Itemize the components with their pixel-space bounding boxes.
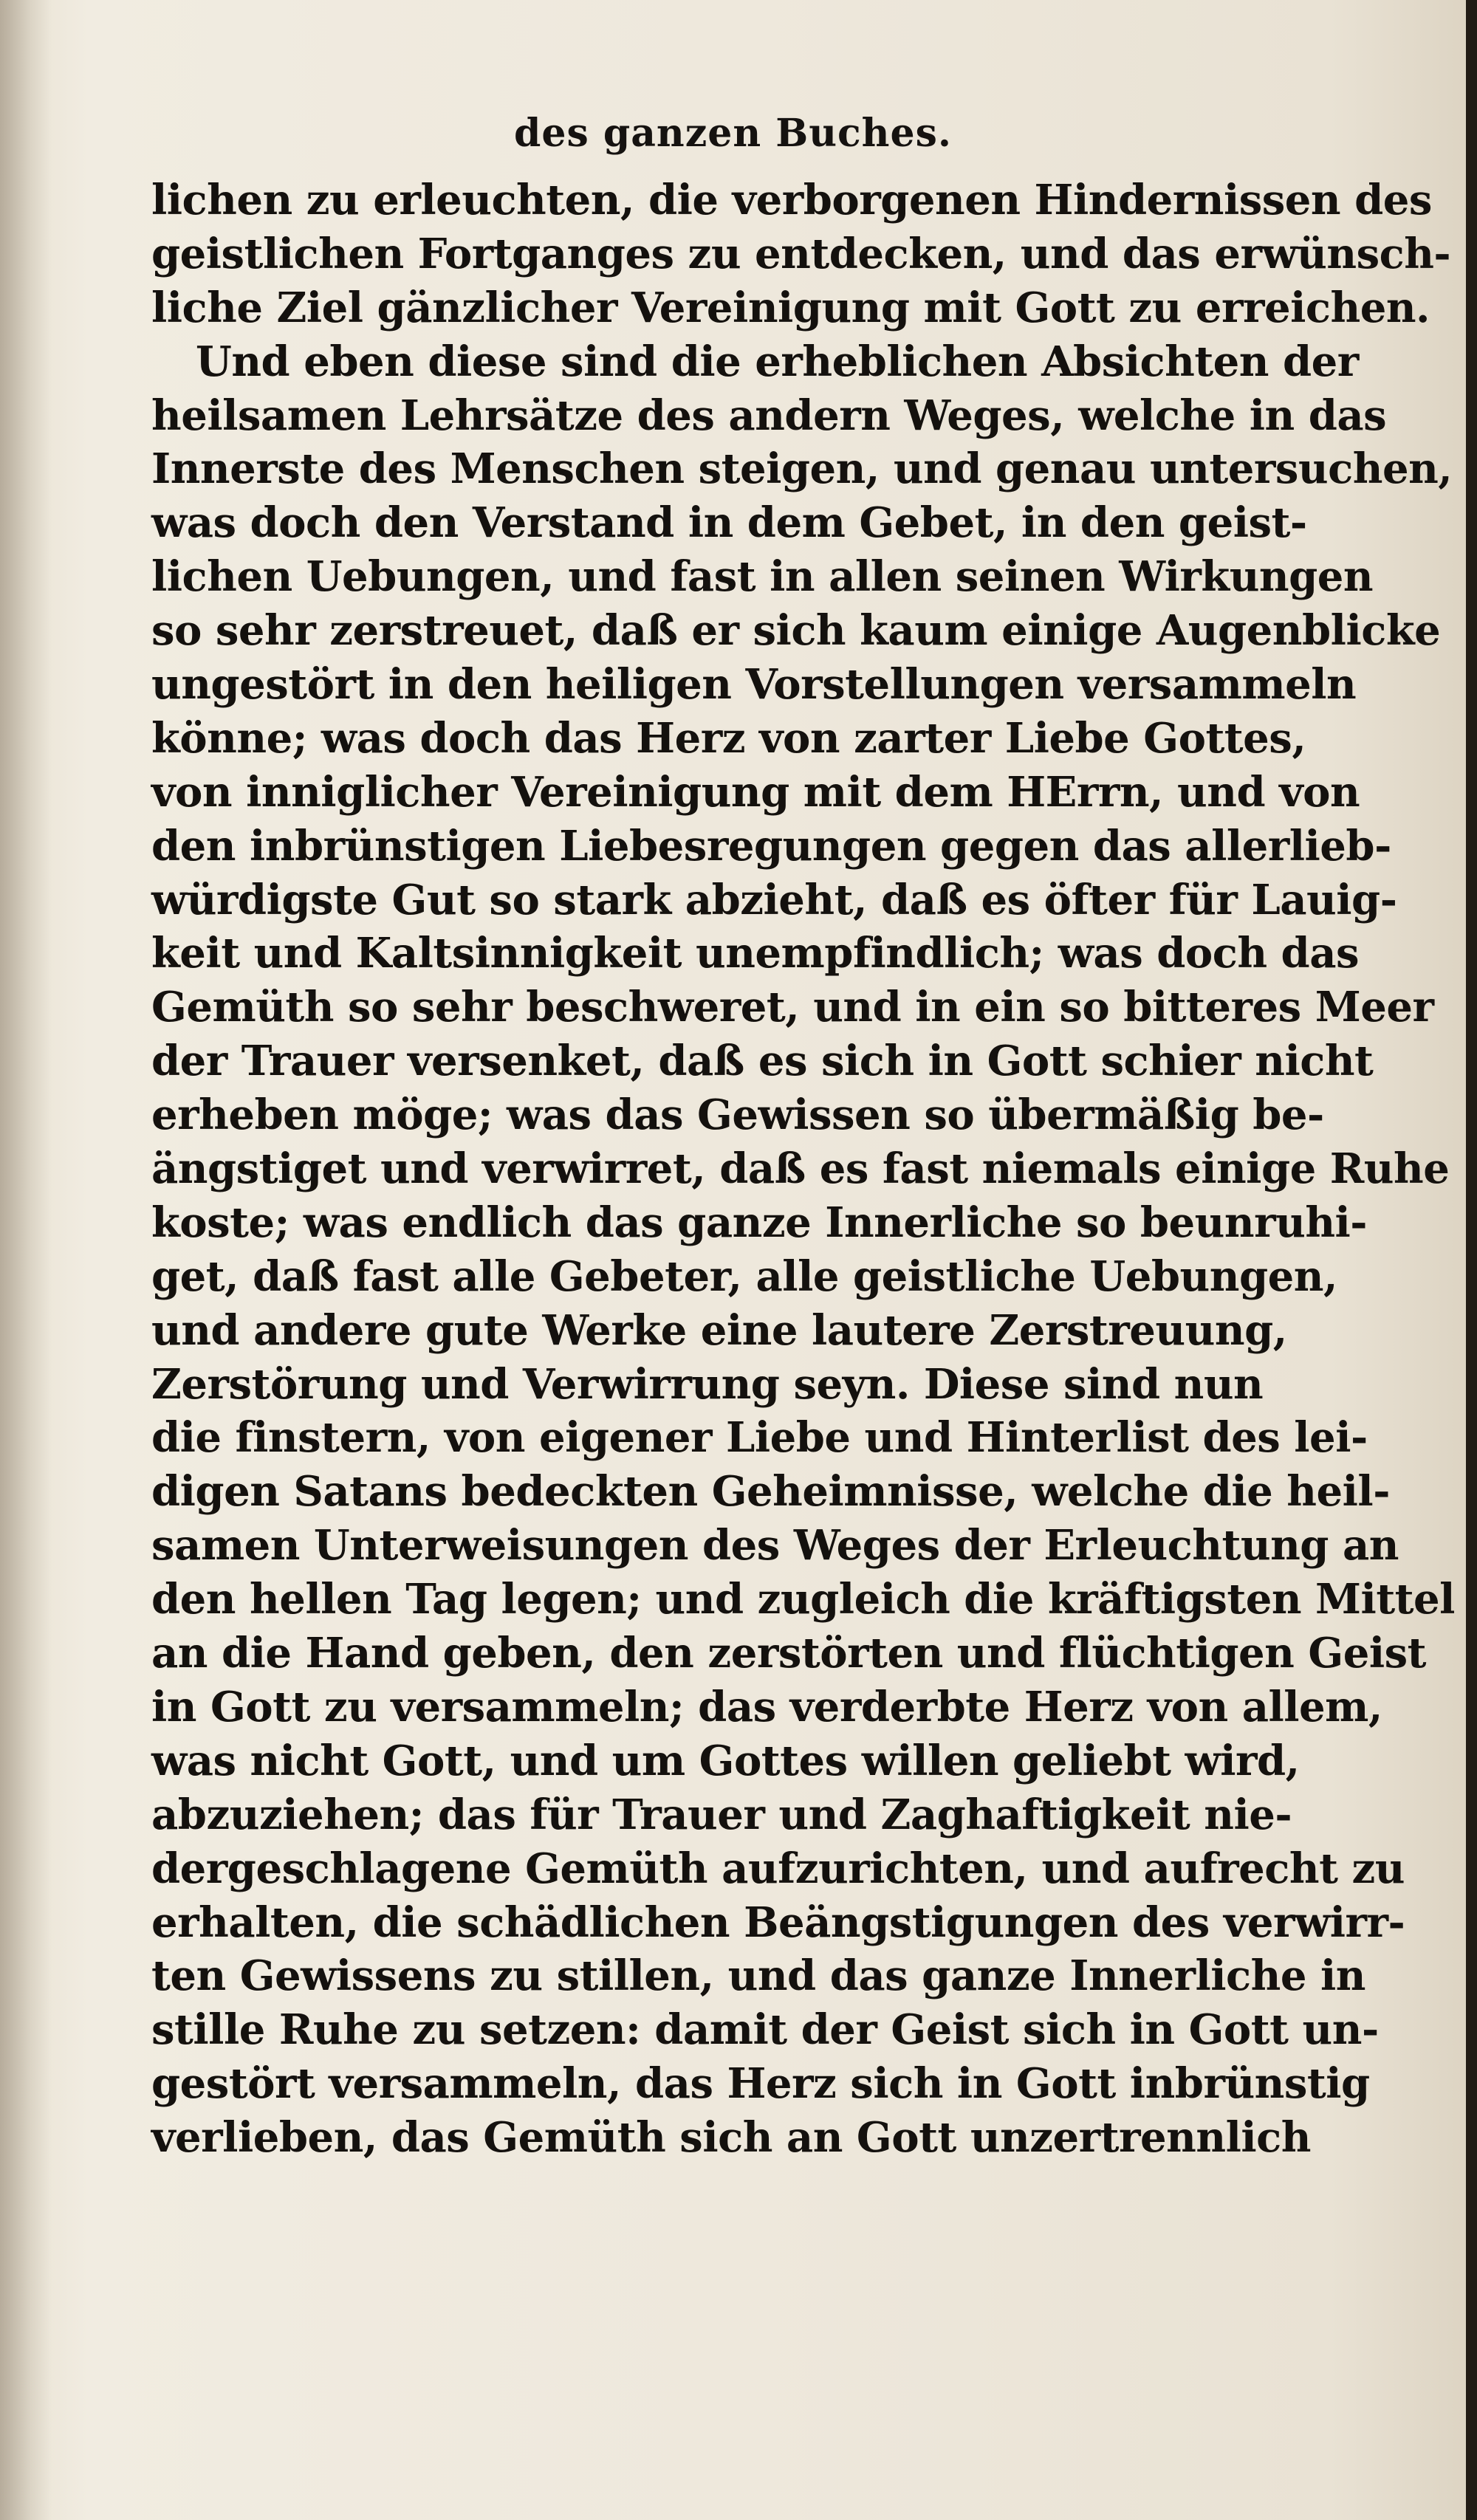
text-line: Zerstörung und Verwirrung seyn. Diese sind nun <box>151 1359 1264 1409</box>
text-line: die finstern, von eigener Liebe und Hinterlist des lei- <box>151 1413 1368 1463</box>
text-line: ten Gewissens zu stillen, und das ganze Innerliche in <box>151 1951 1365 2001</box>
text-line: Gemüth so sehr beschweret, und in ein so bitteres Meer <box>151 983 1434 1032</box>
text-line: koste; was endlich das ganze Innerliche so beunruhi- <box>151 1198 1368 1247</box>
text-line: heilsamen Lehrsätze des andern Weges, welche in das <box>151 391 1387 440</box>
text-line: abzuziehen; das für Trauer und Zaghaftigkeit nie- <box>151 1790 1292 1839</box>
text-line: erhalten, die schädlichen Beängstigungen des verwirr- <box>151 1898 1405 1947</box>
text-line: liche Ziel gänzlicher Vereinigung mit Gott zu erreichen. <box>151 283 1430 332</box>
text-line: lichen Uebungen, und fast in allen seinen Wirkungen <box>151 552 1374 602</box>
text-line: get, daß fast alle Gebeter, alle geistliche Uebungen, <box>151 1252 1337 1301</box>
text-line: digen Satans bedeckten Geheimnisse, welche die heil- <box>151 1467 1390 1517</box>
text-line: dergeschlagene Gemüth aufzurichten, und aufrecht zu <box>151 1844 1405 1893</box>
running-head: des ganzen Buches. <box>514 111 952 156</box>
text-line: könne; was doch das Herz von zarter Liebe Gottes, <box>151 713 1306 763</box>
text-line: von inniglicher Vereinigung mit dem HErrn, und von <box>151 767 1360 817</box>
body-text <box>151 174 1455 2165</box>
text-line: gestört versammeln, das Herz sich in Gott inbrünstig <box>151 2059 1370 2109</box>
text-line: ängstiget und verwirret, daß es fast niemals einige Ruhe <box>151 1144 1450 1194</box>
text-line: keit und Kaltsinnigkeit unempfindlich; was doch das <box>151 929 1360 978</box>
text-line: den hellen Tag legen; und zugleich die kräftigsten Mittel <box>151 1575 1455 1624</box>
text-line: so sehr zerstreuet, daß er sich kaum einige Augenblicke <box>151 606 1441 656</box>
spine-shadow <box>0 0 52 2520</box>
text-line: erheben möge; was das Gewissen so übermäßig be- <box>151 1091 1324 1140</box>
text-line: was nicht Gott, und um Gottes willen geliebt wird, <box>151 1736 1300 1785</box>
text-line: geistlichen Fortganges zu entdecken, und das erwünsch- <box>151 229 1451 278</box>
text-line: lichen zu erleuchten, die verborgenen Hindernissen des <box>151 176 1432 224</box>
text-line: würdigste Gut so stark abzieht, daß es öfter für Lauig- <box>151 875 1397 924</box>
text-line: und andere gute Werke eine lautere Zerstreuung, <box>151 1305 1287 1355</box>
text-line: Innerste des Menschen steigen, und genau untersuchen, <box>151 444 1453 494</box>
text-line: stille Ruhe zu setzen: damit der Geist sich in Gott un- <box>151 2005 1379 2055</box>
text-line: in Gott zu versammeln; das verderbte Herz von allem, <box>151 1682 1382 1731</box>
page-edge-shadow <box>1466 0 1477 2520</box>
text-line: den inbrünstigen Liebesregungen gegen das allerlieb- <box>151 821 1391 871</box>
text-line: ungestört in den heiligen Vorstellungen versammeln <box>151 660 1357 710</box>
text-line: was doch den Verstand in dem Gebet, in den geist- <box>151 498 1307 548</box>
text-line: der Trauer versenket, daß es sich in Gott schier nicht <box>151 1037 1374 1086</box>
text-line: samen Unterweisungen des Weges der Erleuchtung an <box>151 1521 1399 1570</box>
text-line: an die Hand geben, den zerstörten und flüchtigen Geist <box>151 1629 1427 1678</box>
paragraph-start-line: Und eben diese sind die erheblichen Absichten der <box>196 337 1359 386</box>
text-line: verlieben, das Gemüth sich an Gott unzertrennlich <box>151 2113 1311 2163</box>
